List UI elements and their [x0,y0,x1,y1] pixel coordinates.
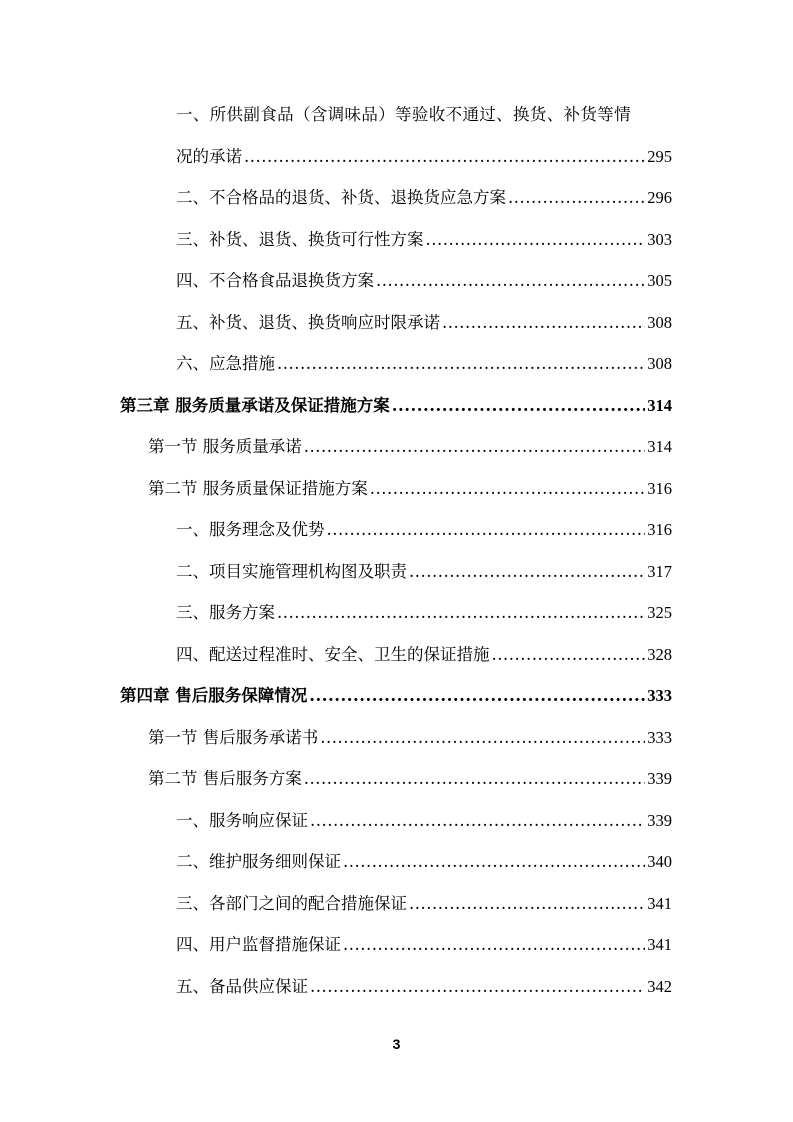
dot-leader [309,685,645,707]
dot-leader [244,146,645,168]
toc-entry-page: 314 [647,437,672,456]
toc-entry-title: 第一节 服务质量承诺 [148,437,302,456]
toc-entry-list [0,179,793,1009]
toc-entry-title: 第一节 售后服务承诺书 [148,727,319,747]
toc-subsection-entry[interactable] [0,221,793,263]
toc-entry-page: 342 [647,976,672,996]
dot-leader [277,353,645,375]
dot-leader [320,727,645,749]
toc-entry-title: 四、用户监督措施保证 [176,935,341,954]
toc-entry-page: 340 [647,852,672,871]
dot-leader [343,934,645,956]
toc-entry-title: 五、补货、退货、换货响应时限承诺 [176,312,440,332]
toc-entry-page: 303 [647,229,672,249]
toc-entry-title: 二、不合格品的退货、补货、退换货应急方案 [176,188,506,207]
toc-subsection-entry[interactable] [0,885,793,927]
toc-subsection-entry[interactable] [0,636,793,678]
toc-entry-title: 况的承诺 [176,146,242,166]
toc-entry-title: 第二节 服务质量保证措施方案 [148,478,368,498]
toc-entry-title: 二、维护服务细则保证 [176,852,341,871]
dot-leader [277,602,645,624]
dot-leader [376,270,645,292]
toc-entry-page: 341 [647,935,672,954]
toc-entry-page: 317 [647,561,672,581]
toc-subsection-entry[interactable] [0,926,793,968]
toc-entry-title: 四、配送过程准时、安全、卫生的保证措施 [176,644,490,664]
toc-entry-page: 305 [647,271,672,290]
toc-entry-title: 五、备品供应保证 [176,976,308,996]
toc-subsection-entry[interactable] [0,802,793,844]
toc-entry-title: 一、服务理念及优势 [176,520,325,539]
toc-entry-page: 339 [647,769,672,788]
toc-subsection-entry[interactable] [0,594,793,636]
toc-entry-page: 295 [647,146,672,166]
toc-entry-page: 316 [647,520,672,539]
toc-entry-title: 三、各部门之间的配合措施保证 [176,893,407,913]
toc-chapter-entry[interactable] [0,677,793,719]
dot-leader [409,561,645,583]
dot-leader [343,851,645,873]
toc-entry-page: 328 [647,644,672,664]
toc-entry-wrapped-second-line[interactable] [0,138,793,180]
toc-subsection-entry[interactable] [0,304,793,346]
toc-section-entry[interactable] [0,719,793,761]
dot-leader [492,644,646,666]
toc-entry-title: 一、服务响应保证 [176,810,308,830]
toc-entry-title: 四、不合格食品退换货方案 [176,271,374,290]
toc-entry-page: 325 [647,603,672,622]
toc-subsection-entry[interactable] [0,968,793,1010]
toc-entry-page: 308 [647,312,672,332]
toc-entry-page: 339 [647,810,672,830]
toc-section-entry[interactable] [0,428,793,470]
toc-chapter-entry[interactable] [0,387,793,429]
toc-section-entry[interactable] [0,470,793,512]
dot-leader [426,229,646,251]
dot-leader [304,768,646,790]
toc-entry-page: 333 [647,727,672,747]
toc-subsection-entry[interactable] [0,262,793,304]
toc-subsection-entry[interactable] [0,553,793,595]
toc-entry-page: 314 [647,395,672,415]
toc-entry-page: 333 [647,686,672,705]
toc-entry-page: 341 [647,893,672,913]
toc-entry-title: 六、应急措施 [176,354,275,373]
toc-entry-page: 296 [647,188,672,207]
dot-leader [370,478,646,500]
toc-subsection-entry[interactable] [0,511,793,553]
toc-section-entry[interactable] [0,760,793,802]
toc-entry-wrapped-first-line[interactable] [0,96,793,138]
dot-leader [310,810,645,832]
toc-entry-title: 第四章 售后服务保障情况 [120,686,308,705]
table-of-contents [0,96,793,1009]
dot-leader [442,312,645,334]
toc-entry-page: 308 [647,354,672,373]
dot-leader [304,436,646,458]
toc-entry-title: 第二节 售后服务方案 [148,769,302,788]
toc-entry-title: 二、项目实施管理机构图及职责 [176,561,407,581]
dot-leader [327,519,646,541]
toc-subsection-entry[interactable] [0,843,793,885]
toc-entry-page: 316 [647,478,672,498]
toc-entry-title: 三、补货、退货、换货可行性方案 [176,229,424,249]
dot-leader [508,187,645,209]
toc-entry-title: 一、所供副食品（含调味品）等验收不通过、换货、补货等情 [176,105,631,124]
dot-leader [392,395,646,417]
dot-leader [310,976,645,998]
dot-leader [409,893,645,915]
toc-subsection-entry[interactable] [0,345,793,387]
page-number: 3 [392,1036,401,1052]
toc-subsection-entry[interactable] [0,179,793,221]
toc-entry-title: 三、服务方案 [176,603,275,622]
toc-entry-title: 第三章 服务质量承诺及保证措施方案 [120,395,390,415]
